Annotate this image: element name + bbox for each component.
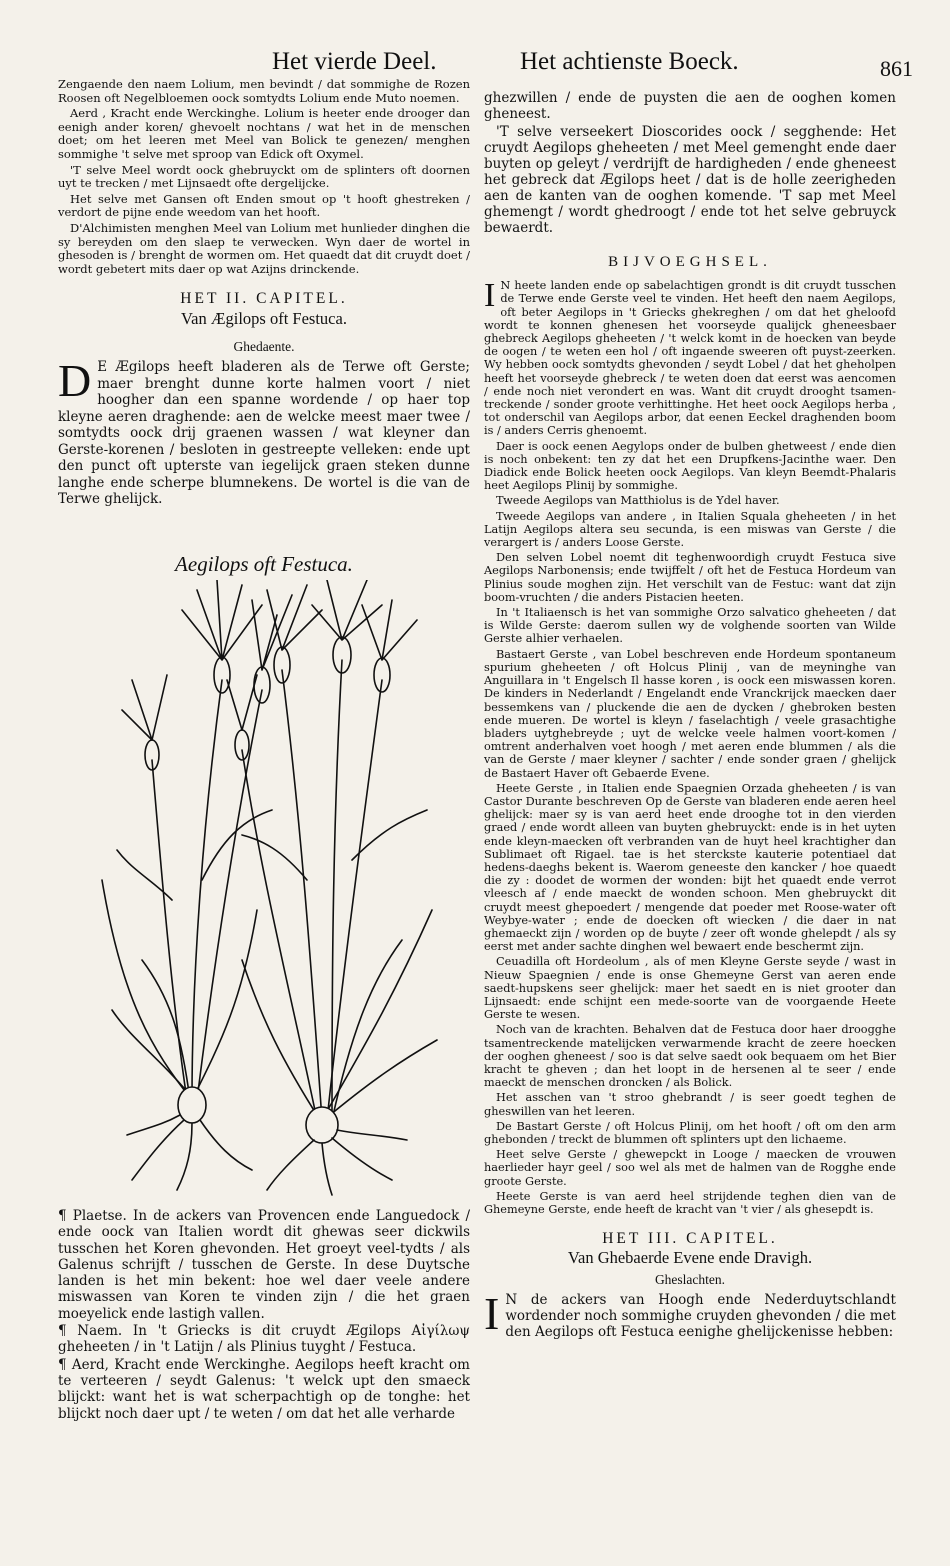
paragraph: Het asschen van 't stroo ghebrandt / is seer goedt teghen de gheswillen van het leeren.: [484, 1091, 896, 1118]
paragraph: Tweede Aegilops van Matthiolus is de Ydel haver.: [496, 494, 780, 508]
running-header-left: Het vierde Deel.: [272, 48, 437, 75]
paragraph: In 't Italiaensch is het van sommighe Orzo salvatico gheheeten / dat is Wilde Gerste: daerom sullen wy de volghende soorten van Wilde Gerste alhier verhaelen.: [484, 606, 896, 646]
paragraph-text: N de ackers van Hoogh ende Nederduytschlandt wordender noch sommighe cruyden ghevonden / die met den Aegilops oft Festuca eenighe ghelijckenisse hebben:: [505, 1291, 896, 1340]
chapter-heading: HET II. CAPITEL.: [180, 290, 348, 308]
paragraph: De Bastart Gerste / oft Holcus Plinij, om het hooft / oft om den arm ghebonden / treckt de blummen oft splinters upt den lichaeme.: [484, 1119, 896, 1146]
aegilops-woodcut-illustration: [92, 580, 442, 1200]
paragraph: Heete Gerste is van aerd heel strijdende teghen dien van de Ghemeyne Gerste, ende heeft de kracht van 't vier / als ghesepdt is.: [484, 1189, 896, 1217]
paragraph: Tweede Aegilops van andere , in Italien Squala gheheeten / in het Latijn Aegilops altera seu secunda, is een miswas van Gerste / die verargert is / anders Loose Gerste.: [484, 509, 896, 550]
chapter-title: Van Ghebaerde Evene ende Dravigh.: [567, 1248, 813, 1268]
left-column-bottom: [58, 1208, 470, 1423]
paragraph: D'Alchimisten menghen Meel van Lolium met hunlieder dinghen die sy bereyden om den slaep te verwecken. Wyn daer de wortel in ghesoden is / brenght de wormen om. Het quaedt dat dit cruydt doet / wordt gebetert mits daer op wat Azijns drinckende.: [58, 220, 470, 276]
description-text: E Ægilops heeft bladeren als de Terwe oft Gerste; maer brenght dunne korte halmen voort / niet hoogher dan een spanne wordende / op haer top kleyne aeren draghende: aen de welcke meest maer twee / somtydts oock drij graenen wassen / wat kleyner dan Gerste-korenen / besloten in gestreepte velleken: ende upt den punct oft upterste van iegelijck graen steken dunne langhe ende scherpe blumnekens. De wortel is die van de Terwe ghelijck.: [58, 359, 470, 508]
paragraph: Ceuadilla oft Hordeolum , als of men Kleyne Gerste seyde / wast in Nieuw Spaegnien / ende is onse Ghemeyne Gerst van aeren ende saedt-hupskens seer ghelijck: maer het saedt en is niet grooter dan Lijnsaedt: ende schijnt een mede-soorte van de voorgaende Heete Gerste te wesen.: [484, 955, 896, 1022]
paragraph: Daer is oock eenen Aegylops onder de bulben ghetweest / ende dien is noch onbekent: ten zy dat het een Drupfkens-Jacinthe waer. Den Diadick ende Bolick heeten oock Aegilops. Van kleyn Beemdt-Phalaris heet Aegilops Plinij by sommighe.: [484, 439, 896, 493]
paragraph-naem: ¶ Naem. In 't Griecks is dit cruydt Ægilops Αἰγίλωψ gheheeten / in 't Latijn / als Plinius tuyght / Festuca.: [58, 1323, 470, 1356]
paragraph: 'T selve Meel wordt oock ghebruyckt om de splinters oft doornen uyt te trecken / met Lijnsaedt ofte dergelijcke.: [58, 162, 470, 191]
drop-cap: D: [58, 355, 92, 407]
description-paragraph: [58, 355, 470, 508]
paragraph-aerd: ¶ Aerd, Kracht ende Werckinghe. Aegilops heeft kracht om te verteeren / seydt Galenus: 't welck upt den smaeck blijckt: want het is wat scherpachtigh op de tonghe: het blijckt noch daer upt / te weten / om dat het alle verharde: [58, 1356, 470, 1422]
paragraph: Zengaende den naem Lolium, men bevindt / dat sommighe de Rozen Roosen oft Negelbloemen oock somtydts Lolium ende Muto noemen.: [58, 77, 470, 105]
left-column-top: [58, 78, 470, 510]
bijvoeghsel-paragraph: [484, 279, 896, 437]
page-number: 861: [880, 56, 913, 81]
paragraph: 'T selve verseekert Dioscorides oock / segghende: Het cruydt Aegilops gheheeten / met Meel gemenght ende daer buyten op geleyt / verdrijft de hardigheden / ende gheneest het gebreck dat Ægilops heet / dat is de holle zeerigheden aen de kanten van de ooghen komende. 'T sap met Meel ghemengt / wordt ghedroogt / ende tot het selve gebruyck bewaerdt.: [484, 124, 896, 236]
paragraph: Heet selve Gerste / ghewepckt in Looge / maecken de vrouwen haerlieder hayr geel / soo wel als met de halmen van de Rogghe ende groote Gerste.: [484, 1148, 896, 1188]
paragraph-plaetse: ¶ Plaetse. In de ackers van Provencen ende Languedock / ende oock van Italien wordt dit ghewas seer dickwils tusschen het Koren ghevonden. Het groeyt veel-tydts / als Galenus schrijft / tusschen de Gerste. In dese Duytsche landen is het min bekent: hoe wel daer veele andere miswassen van Koren te vinden zijn / die het graen moeyelick ende lastigh vallen.: [58, 1208, 470, 1322]
paragraph: Aerd , Kracht ende Werckinghe. Lolium is heeter ende drooger dan eenigh ander koren/ ghevoelt nochtans / wat het in de menschen doet; om het leeren met Meel van Bolick te genezen/ menghen sommighe 't selve met sproop van Edick oft Oxymel.: [58, 106, 470, 161]
chapter-title: Van Ægilops oft Festuca.: [181, 308, 347, 328]
chapter-heading: HET III. CAPITEL.: [602, 1230, 778, 1248]
section-heading: Gheslachten.: [654, 1271, 726, 1287]
paragraph: Den selven Lobel noemt dit teghenwoordigh cruydt Festuca sive Aegilops Narbonensis; ende twijffelt / oft het de Festuca Hordeum van Plinius soude moghen zijn. Het verschilt van de Festuc: want dat zijn boom-vruchten / die anders Pistacien heeten.: [484, 551, 896, 604]
paragraph-text: N heete landen ende op sabelachtigen grondt is dit cruydt tusschen de Terwe ende Gerste veel te vinden. Het heeft den naem Aegilops, oft beter Aegilops in 't Griecks ghekreghen / om dat het gheloofd wordt te konnen ghenesen het voorseyde qualijck gheneesbaer ghebreck Aegilops gheheeten / 't welck komt in de hoecken van beyde de oogen / te weten een hol / oft ingaende sweeren oft puyst-zeerken. Wy hebben oock somtydts ghevonden / seydt Lobel / dat het gheholpen heeft het voorseyde ghebreck / te weten doen dat eerst was aencomen / ende noch niet verondert en was. Want dit cruydt drooght tsamen-treckende / sonder groote verhittinghe. Het heet oock Aegilops herba , tot onderschil van Aegilops arbor, dat eenen Eeckel draghenden boom is / anders Cerris ghenoemt.: [484, 279, 896, 438]
paragraph: Noch van de krachten. Behalven dat de Festuca door haer droogghe tsamentreckende matelijcken verwarmende kracht de zeere hoecken der ooghen gheneest / soo is dat selve saedt ook bequaem om het Bier kracht te gheven ; dan het loopt in de hersenen al te seer / ende maeckt de menschen droncken / als Bolick.: [484, 1023, 896, 1090]
section-heading-bijvoeghsel: BIJVOEGHSEL.: [608, 254, 772, 270]
section-heading: Ghedaente.: [233, 338, 295, 354]
running-header-right: Het achtienste Boeck.: [520, 48, 739, 75]
chapter3-paragraph: [484, 1287, 896, 1340]
drop-cap: I: [484, 1287, 500, 1339]
paragraph: Het selve met Gansen oft Enden smout op 't hooft ghestreken / verdort de pijne ende weedom van het hooft.: [58, 191, 470, 220]
drop-cap: I: [484, 277, 496, 315]
paragraph: Heete Gerste , in Italien ende Spaegnien Orzada gheheeten / is van Castor Durante beschreven Op de Gerste van bladeren ende aeren heel ghelijck: maer sy is van aerd heet ende drooghe tot in den vierden graed / ende wordt alleen van buyten ghebruyckt: ende is in het uyten ende kleyn-maecken oft verbranden van de huyt heel krachtigher dan Sublimaet oft Rigael. tae is het sterckste kauterie potentiael dat hedens-daeghs bekent is. Waerom geneeste den kancker / hoe quaedt die zy : doodet de wormen der wonden: bijt het quaedt ende verrot vleesch af / ende maeckt de wonden schoon. Men ghebruyckt dit cruydt meest ghepoedert / mengende dat poeder met Roose-water oft Weybye-water ; ende de doecken oft wiecken / die daer in nat ghemaeckt zijn / worden op de buyte / zeer oft wonde ghelepdt / als sy eerst met ander sachte dinghen wel bewaert ende beschermt zijn.: [484, 781, 896, 954]
paragraph: Bastaert Gerste , van Lobel beschreven ende Hordeum spontaneum spurium gheheeten / oft Holcus Plinij , van de meyninghe van Anguillara in 't Engelsch Il hasse koren , is oock een miswassen koren. De kinders in Nederlandt / Engelandt ende Vranckrijck maecken daer bessemkens van / pluckende die aen de dycken / ghebroken besten ende mueren. De wortel is kleyn / faselachtigh / veele grasachtighe bladers uytghebreyde ; uyt de welcke veele halmen voort-komen / omtrent anderhalven voet hoogh / met aeren ende blummen / als die van de Gerste / maer kleyner / sachter / ende sonder graen / ghelijck de Bastaert Haver oft Gebaerde Evene.: [484, 647, 896, 780]
figure-caption: Aegilops oft Festuca.: [175, 552, 353, 576]
paragraph: ghezwillen / ende de puysten die aen de ooghen komen gheneest.: [484, 90, 896, 122]
right-column: [484, 90, 896, 1342]
